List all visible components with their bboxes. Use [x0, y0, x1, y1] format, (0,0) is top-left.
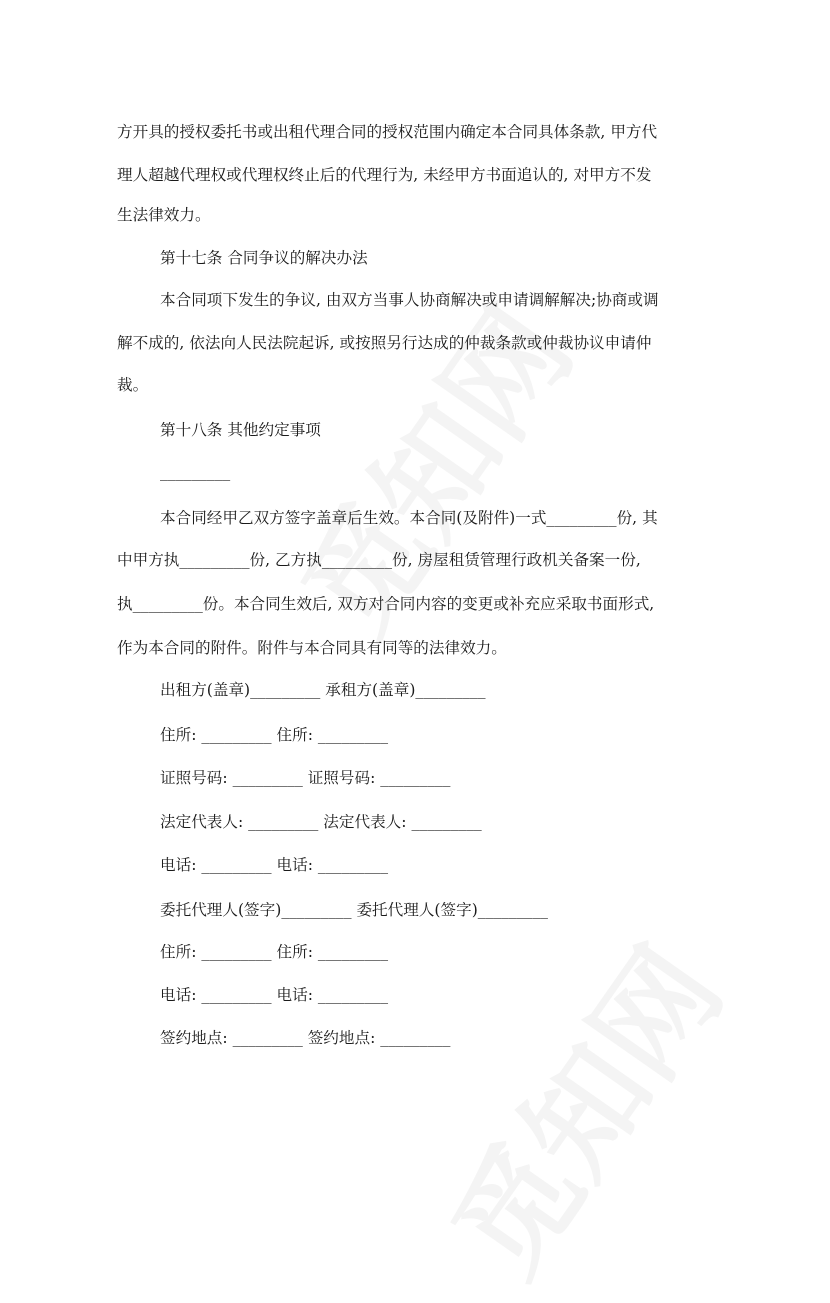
text-line: 执_________份。本合同生效后, 双方对合同内容的变更或补充应采取书面形式, [117, 595, 655, 613]
text-line: 生法律效力。 [117, 206, 211, 224]
text-line: 作为本合同的附件。附件与本合同具有同等的法律效力。 [117, 639, 507, 657]
text-line: 签约地点: _________ 签约地点: _________ [160, 1029, 451, 1047]
text-line: 电话: _________ 电话: _________ [160, 856, 389, 874]
text-line: 本合同经甲乙双方签字盖章后生效。本合同(及附件)一式_________份, 其 [160, 509, 658, 527]
text-line: 电话: _________ 电话: _________ [160, 986, 389, 1004]
text-line: 出租方(盖章)_________ 承租方(盖章)_________ [160, 681, 486, 699]
text-line: 第十七条 合同争议的解决办法 [160, 249, 368, 267]
watermark [406, 909, 753, 1303]
text-line: 委托代理人(签字)_________ 委托代理人(签字)_________ [160, 901, 548, 919]
text-line: 中甲方执_________份, 乙方执_________份, 房屋租赁管理行政机关备案一份, [117, 551, 641, 569]
text-line: _________ [160, 463, 231, 481]
text-line: 法定代表人: _________ 法定代表人: _________ [160, 813, 482, 831]
text-line: 证照号码: _________ 证照号码: _________ [160, 769, 451, 787]
text-line: 住所: _________ 住所: _________ [160, 726, 389, 744]
text-line: 解不成的, 依法向人民法院起诉, 或按照另行达成的仲裁条款或仲裁协议申请仲 [117, 334, 652, 352]
text-line: 裁。 [117, 376, 149, 394]
text-line: 方开具的授权委托书或出租代理合同的授权范围内确定本合同具体条款, 甲方代 [117, 123, 658, 141]
text-line: 本合同项下发生的争议, 由双方当事人协商解决或申请调解解决;协商或调 [160, 291, 659, 309]
text-line: 理人超越代理权或代理权终止后的代理行为, 未经甲方书面追认的, 对甲方不发 [117, 166, 652, 184]
text-line: 住所: _________ 住所: _________ [160, 943, 389, 961]
text-line: 第十八条 其他约定事项 [160, 421, 321, 439]
